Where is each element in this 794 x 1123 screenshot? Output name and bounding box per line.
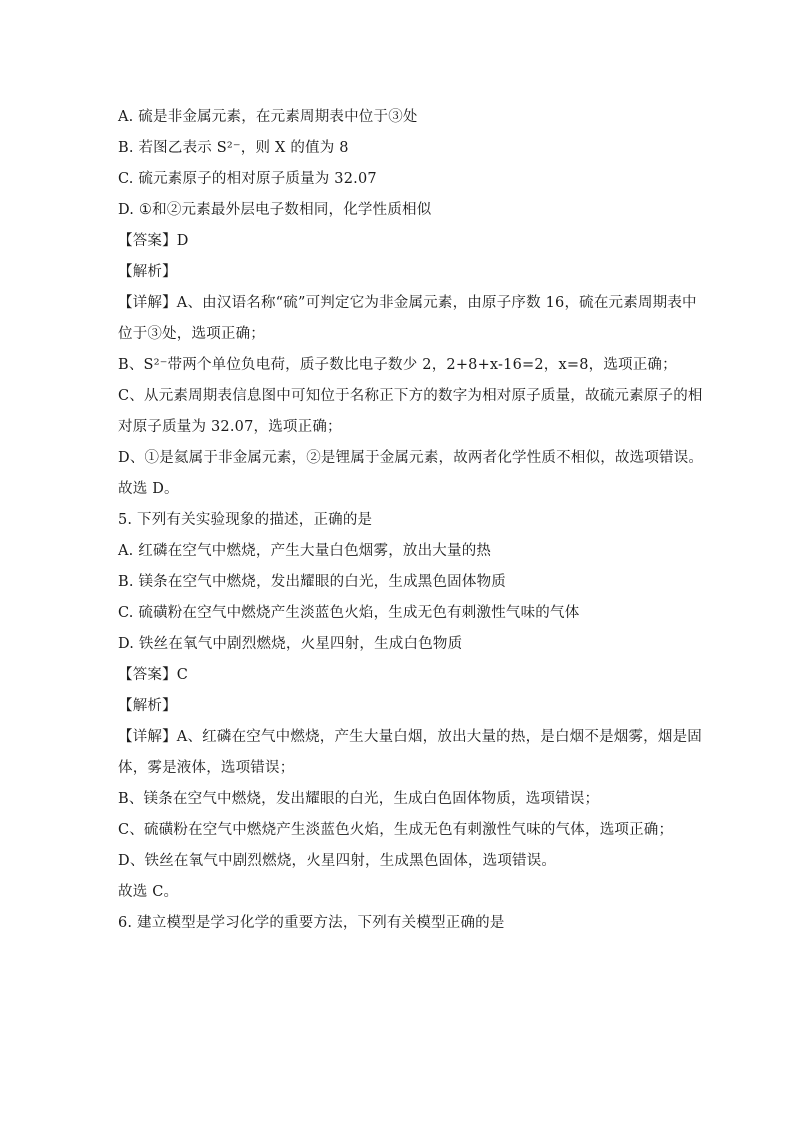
explanation-line: B、镁条在空气中燃烧，发出耀眼的白光，生成白色固体物质，选项错误； bbox=[118, 791, 600, 807]
analysis-label: 【解析】 bbox=[118, 264, 177, 280]
conclusion-line: 故选 D。 bbox=[118, 481, 179, 497]
explanation-line: 位于③处，选项正确； bbox=[118, 326, 265, 342]
answer-label: 【答案】D bbox=[118, 233, 189, 249]
question-5-stem: 5. 下列有关实验现象的描述，正确的是 bbox=[118, 512, 373, 528]
explanation-line: D、铁丝在氧气中剧烈燃烧，火星四射，生成黑色固体，选项错误。 bbox=[118, 853, 557, 869]
document-body bbox=[118, 102, 704, 939]
explanation-line: 对原子质量为 32.07，选项正确； bbox=[118, 419, 342, 435]
option-a: A. 红磷在空气中燃烧，产生大量白色烟雾，放出大量的热 bbox=[118, 543, 492, 559]
explanation-line: 【详解】A、红磷在空气中燃烧，产生大量白烟，放出大量的热，是白烟不是烟雾，烟是固 bbox=[118, 729, 702, 745]
analysis-label: 【解析】 bbox=[118, 698, 177, 714]
explanation-line: C、从元素周期表信息图中可知位于名称正下方的数字为相对原子质量，故硫元素原子的相 bbox=[118, 388, 703, 404]
option-c: C. 硫磺粉在空气中燃烧产生淡蓝色火焰，生成无色有刺激性气味的气体 bbox=[118, 605, 580, 621]
conclusion-line: 故选 C。 bbox=[118, 884, 179, 900]
explanation-line: D、①是氦属于非金属元素，②是锂属于金属元素，故两者化学性质不相似，故选项错误。 bbox=[118, 450, 704, 466]
option-c: C. 硫元素原子的相对原子质量为 32.07 bbox=[118, 171, 377, 187]
explanation-line: 体，雾是液体，选项错误； bbox=[118, 760, 295, 776]
answer-label: 【答案】C bbox=[118, 667, 189, 683]
explanation-line: B、S²⁻带两个单位负电荷，质子数比电子数少 2，2+8+x-16=2，x=8，选项正确； bbox=[118, 357, 677, 373]
explanation-line: C、硫磺粉在空气中燃烧产生淡蓝色火焰，生成无色有刺激性气味的气体，选项正确； bbox=[118, 822, 674, 838]
option-a: A. 硫是非金属元素，在元素周期表中位于③处 bbox=[118, 109, 418, 125]
option-d: D. 铁丝在氧气中剧烈燃烧，火星四射，生成白色物质 bbox=[118, 636, 463, 652]
option-d: D. ①和②元素最外层电子数相同，化学性质相似 bbox=[118, 202, 432, 218]
option-b: B. 镁条在空气中燃烧，发出耀眼的白光，生成黑色固体物质 bbox=[118, 574, 506, 590]
question-6-stem: 6. 建立模型是学习化学的重要方法，下列有关模型正确的是 bbox=[118, 915, 505, 931]
option-b: B. 若图乙表示 S²⁻，则 X 的值为 8 bbox=[118, 140, 349, 156]
explanation-line: 【详解】A、由汉语名称“硫”可判定它为非金属元素，由原子序数 16，硫在元素周期表中 bbox=[118, 295, 697, 311]
